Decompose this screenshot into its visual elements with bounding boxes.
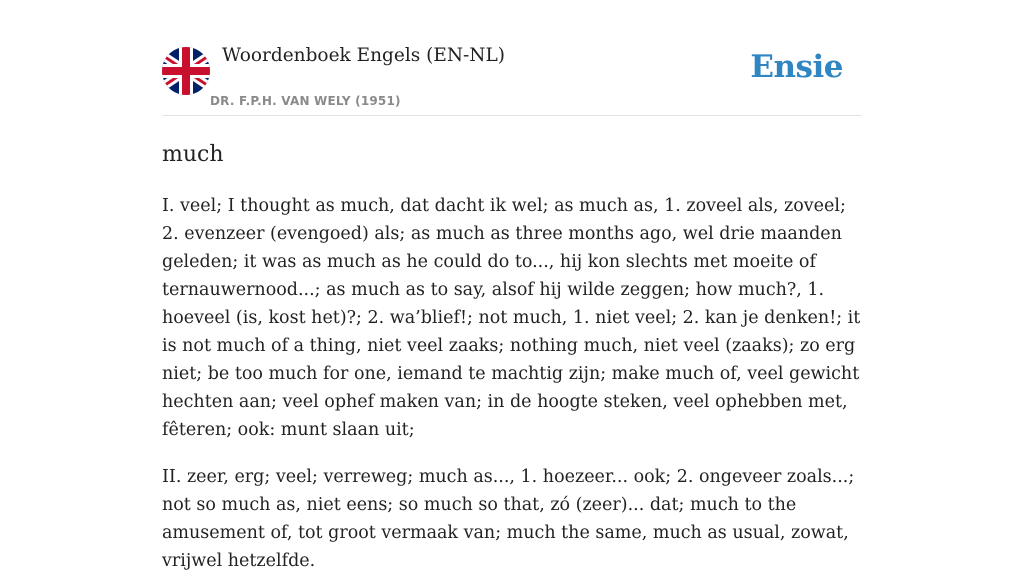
ensie-logo-link[interactable]: Ensie: [750, 49, 843, 85]
headword: much: [162, 142, 224, 167]
dictionary-author: DR. F.P.H. VAN WELY (1951): [210, 94, 401, 108]
page-container: [162, 0, 862, 575]
definition-paragraph-1: I. veel; I thought as much, dat dacht ik wel; as much as, 1. zoveel als, zoveel; 2. evenzeer (evengoed) als; as much as three months ago, wel drie maanden geleden; it was as much as he could do to..., hij kon slechts met moeite of ternauwernood...; as much as to say, alsof hij wilde zeggen; how much?, 1. hoeveel (is, kost het)?; 2. wa’blief!; not much, 1. niet veel; 2. kan je denken!; it is not much of a thing, niet veel zaaks; nothing much, niet veel (zaaks); zo erg niet; be too much for one, iemand te machtig zijn; make much of, veel gewicht hechten aan; veel ophef maken van; in de hoogte steken, veel ophebben met, fêteren; ook: munt slaan uit;: [162, 196, 861, 440]
dictionary-header: [162, 0, 862, 116]
definition-paragraph-2: II. zeer, erg; veel; verreweg; much as..., 1. hoezeer... ook; 2. ongeveer zoals...; not so much as, niet eens; so much so that, zó (zeer)... dat; much to the amusement of, tot groot vermaak van; much the same, much as usual, zowat, vrijwel hetzelfde.: [162, 467, 855, 571]
dictionary-title[interactable]: Woordenboek Engels (EN-NL): [222, 45, 505, 66]
uk-flag-icon: [162, 47, 210, 95]
